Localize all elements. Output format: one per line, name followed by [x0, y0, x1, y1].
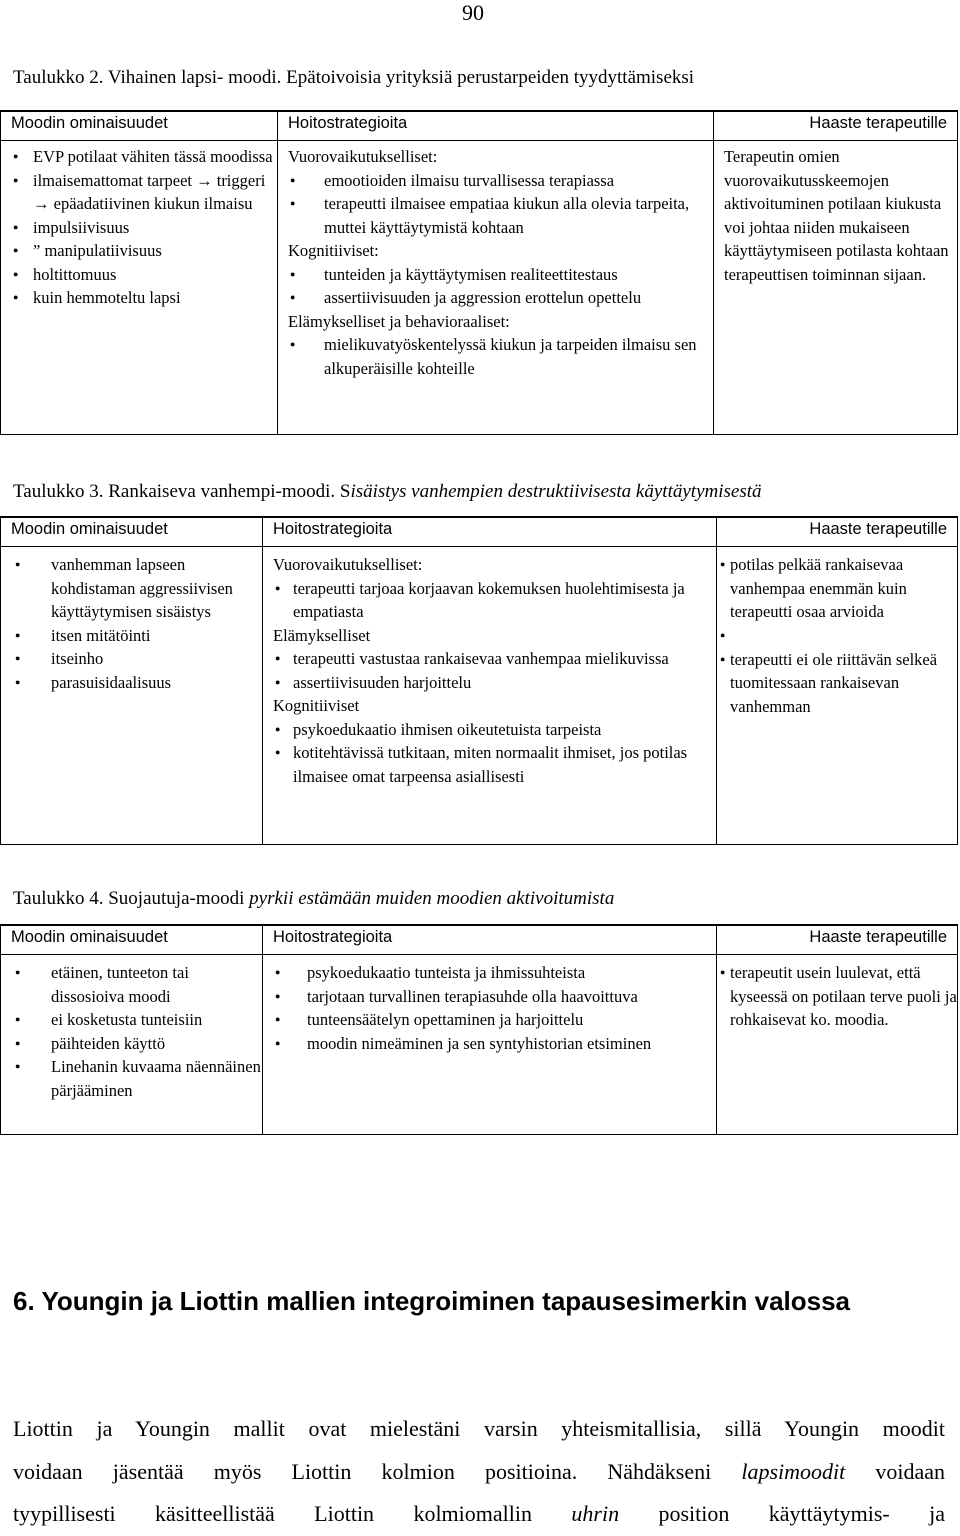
- list-item: ● tunteensäätelyn opettaminen ja harjoittelu: [307, 1008, 716, 1032]
- strategy-list: [288, 169, 713, 240]
- table2-challenge-cell: [714, 141, 958, 435]
- list-item: ● itseinho: [51, 647, 262, 671]
- list-item: ● ” manipulatiivisuus: [33, 239, 277, 263]
- text-run: position käyttäytymis- ja: [619, 1501, 945, 1526]
- table2-features-list: [1, 145, 277, 310]
- table3-features-cell: [1, 547, 263, 845]
- paragraph-line: Liottin ja Youngin mallit ovat mielestäni varsin yhteismitallisia, sillä Youngin moodit: [13, 1416, 945, 1441]
- list-item: ● ilmaisemattomat tarpeet → triggeri → epäadatiivinen kiukun ilmaisu: [33, 169, 277, 216]
- list-item: ● terapeutti tarjoaa korjaavan kokemuksen huolehtimisesta ja empatiasta: [293, 577, 716, 624]
- strategy-group-label: Elämykselliset ja behavioraaliset:: [288, 311, 510, 331]
- list-item: ● Linehanin kuvaama näennäinen pärjääminen: [51, 1055, 262, 1102]
- body-paragraph: [13, 1408, 945, 1536]
- table3-strategies-cell: [263, 547, 717, 845]
- challenge-text: Terapeutin omien vuorovaikutusskeemojen aktivoituminen potilaan kiukusta voi johtaa niiden mukaiseen käyttäytymiseen potilasta kohtaan terapeuttisen toiminnan sijaan.: [724, 147, 949, 284]
- strategy-list: [288, 333, 713, 380]
- table3-header-strategies: Hoitostrategioita: [263, 517, 717, 547]
- table4-strategies-cell: [263, 955, 717, 1135]
- strategy-list: [273, 577, 716, 624]
- list-item: ● holtittomuus: [33, 263, 277, 287]
- caption-italic-text: pyrkii estämään muiden moodien aktivoitumista: [249, 888, 615, 909]
- challenge-list: [717, 553, 957, 718]
- list-item: ● emootioiden ilmaisu turvallisessa terapiassa: [324, 169, 713, 193]
- table2-features-cell: [1, 141, 278, 435]
- table3-challenge-cell: [717, 547, 958, 845]
- list-item: ● psykoedukaatio tunteista ja ihmissuhteista: [307, 961, 716, 985]
- list-item: ● kotitehtävissä tutkitaan, miten normaalit ihmiset, jos potilas ilmaisee omat tarpeensa asiallisesti: [293, 741, 716, 788]
- strategy-group-label: Kognitiiviset:: [288, 241, 379, 260]
- list-item: ● itsen mitätöinti: [51, 624, 262, 648]
- list-item: ● terapeutti ilmaisee empatiaa kiukun alla olevia tarpeita, muttei käyttäytymistä kohtaan: [324, 192, 713, 239]
- challenge-list: [717, 961, 957, 1032]
- table4-caption: [13, 888, 614, 910]
- strategy-list: [263, 961, 716, 1055]
- paragraph-line: [13, 1493, 945, 1536]
- table4: [0, 924, 958, 1135]
- caption-text: Taulukko 4. Suojautuja-moodi: [13, 888, 250, 909]
- section-heading: 6. Youngin ja Liottin mallien integroiminen tapausesimerkin valossa: [13, 1286, 851, 1316]
- list-item: ● EVP potilaat vähiten tässä moodissa: [33, 145, 277, 169]
- strategy-group-label: Vuorovaikutukselliset:: [273, 555, 423, 574]
- list-item: ● assertiivisuuden harjoittelu: [293, 671, 716, 695]
- list-item: ● moodin nimeäminen ja sen syntyhistorian etsiminen: [307, 1032, 716, 1056]
- paragraph-line: [13, 1451, 945, 1494]
- table4-challenge-cell: [717, 955, 958, 1135]
- table4-header-features: Moodin ominaisuudet: [1, 925, 263, 955]
- strategy-list: [273, 647, 716, 694]
- table3-caption: [13, 481, 762, 503]
- list-item: ● terapeutti ei ole riittävän selkeä tuomitessaan rankaisevan vanhemman: [730, 648, 957, 719]
- table2-header-features: Moodin ominaisuudet: [1, 111, 278, 141]
- table2-header-strategies: Hoitostrategioita: [278, 111, 714, 141]
- strategy-group-label: Vuorovaikutukselliset:: [288, 147, 438, 166]
- text-run: voidaan jäsentää myös Liottin kolmion positioina. Nähdäkseni: [13, 1458, 742, 1484]
- list-item: ● potilas pelkää rankaisevaa vanhempaa enemmän kuin terapeutti osaa arvioida: [730, 553, 957, 624]
- table4-header-challenge: Haaste terapeutille: [717, 925, 958, 955]
- list-item: ● etäinen, tunteeton tai dissosioiva moodi: [51, 961, 262, 1008]
- strategy-list: [288, 263, 713, 310]
- table3-header-features: Moodin ominaisuudet: [1, 517, 263, 547]
- table4-features-list: [1, 961, 262, 1102]
- page-number: 90: [462, 0, 484, 25]
- list-gap: [730, 624, 957, 648]
- italic-term: uhrin: [571, 1501, 620, 1526]
- table3: [0, 516, 958, 845]
- list-item: ● kuin hemmoteltu lapsi: [33, 286, 277, 310]
- strategy-group-label: Kognitiiviset: [273, 696, 360, 715]
- list-item: ● impulsiivisuus: [33, 216, 277, 240]
- strategy-list: [273, 718, 716, 789]
- table4-header-strategies: Hoitostrategioita: [263, 925, 717, 955]
- table2-header-challenge: Haaste terapeutille: [714, 111, 958, 141]
- caption-text: Taulukko 3. Rankaiseva vanhempi-moodi. S: [13, 481, 351, 502]
- list-item: ● tarjotaan turvallinen terapiasuhde olla haavoittuva: [307, 985, 716, 1009]
- list-item: ● mielikuvatyöskentelyssä kiukun ja tarpeiden ilmaisu sen alkuperäisille kohteille: [324, 333, 713, 380]
- text-run: voidaan: [845, 1458, 945, 1484]
- table2-caption: Taulukko 2. Vihainen lapsi- moodi. Epätoivoisia yrityksiä perustarpeiden tyydyttämiseksi: [13, 67, 695, 88]
- list-item: ● terapeutit usein luulevat, että kyseessä on potilaan terve puoli ja rohkaisevat ko. moodia.: [730, 961, 957, 1032]
- table2-strategies-cell: [278, 141, 714, 435]
- list-item: ● parasuisidaalisuus: [51, 671, 262, 695]
- list-item: ● vanhemman lapseen kohdistaman aggressiivisen käyttäytymisen sisäistys: [51, 553, 262, 624]
- table2: [0, 110, 958, 435]
- list-item: ● tunteiden ja käyttäytymisen realiteettitestaus: [324, 263, 713, 287]
- list-item: ● psykoedukaatio ihmisen oikeutetuista tarpeista: [293, 718, 716, 742]
- table3-header-challenge: Haaste terapeutille: [717, 517, 958, 547]
- caption-italic-text: isäistys vanhempien destruktiivisesta käyttäytymisestä: [350, 481, 762, 502]
- list-item: ● assertiivisuuden ja aggression erottelun opettelu: [324, 286, 713, 310]
- table4-features-cell: [1, 955, 263, 1135]
- text-run: tyypillisesti käsitteellistää Liottin kolmiomallin: [13, 1501, 572, 1526]
- italic-term: lapsimoodit: [741, 1458, 846, 1484]
- table3-features-list: [1, 553, 262, 694]
- list-item: ● ei kosketusta tunteisiin: [51, 1008, 262, 1032]
- list-item: ● terapeutti vastustaa rankaisevaa vanhempaa mielikuvissa: [293, 647, 716, 671]
- list-item: ● päihteiden käyttö: [51, 1032, 262, 1056]
- strategy-group-label: Elämykselliset: [273, 625, 371, 645]
